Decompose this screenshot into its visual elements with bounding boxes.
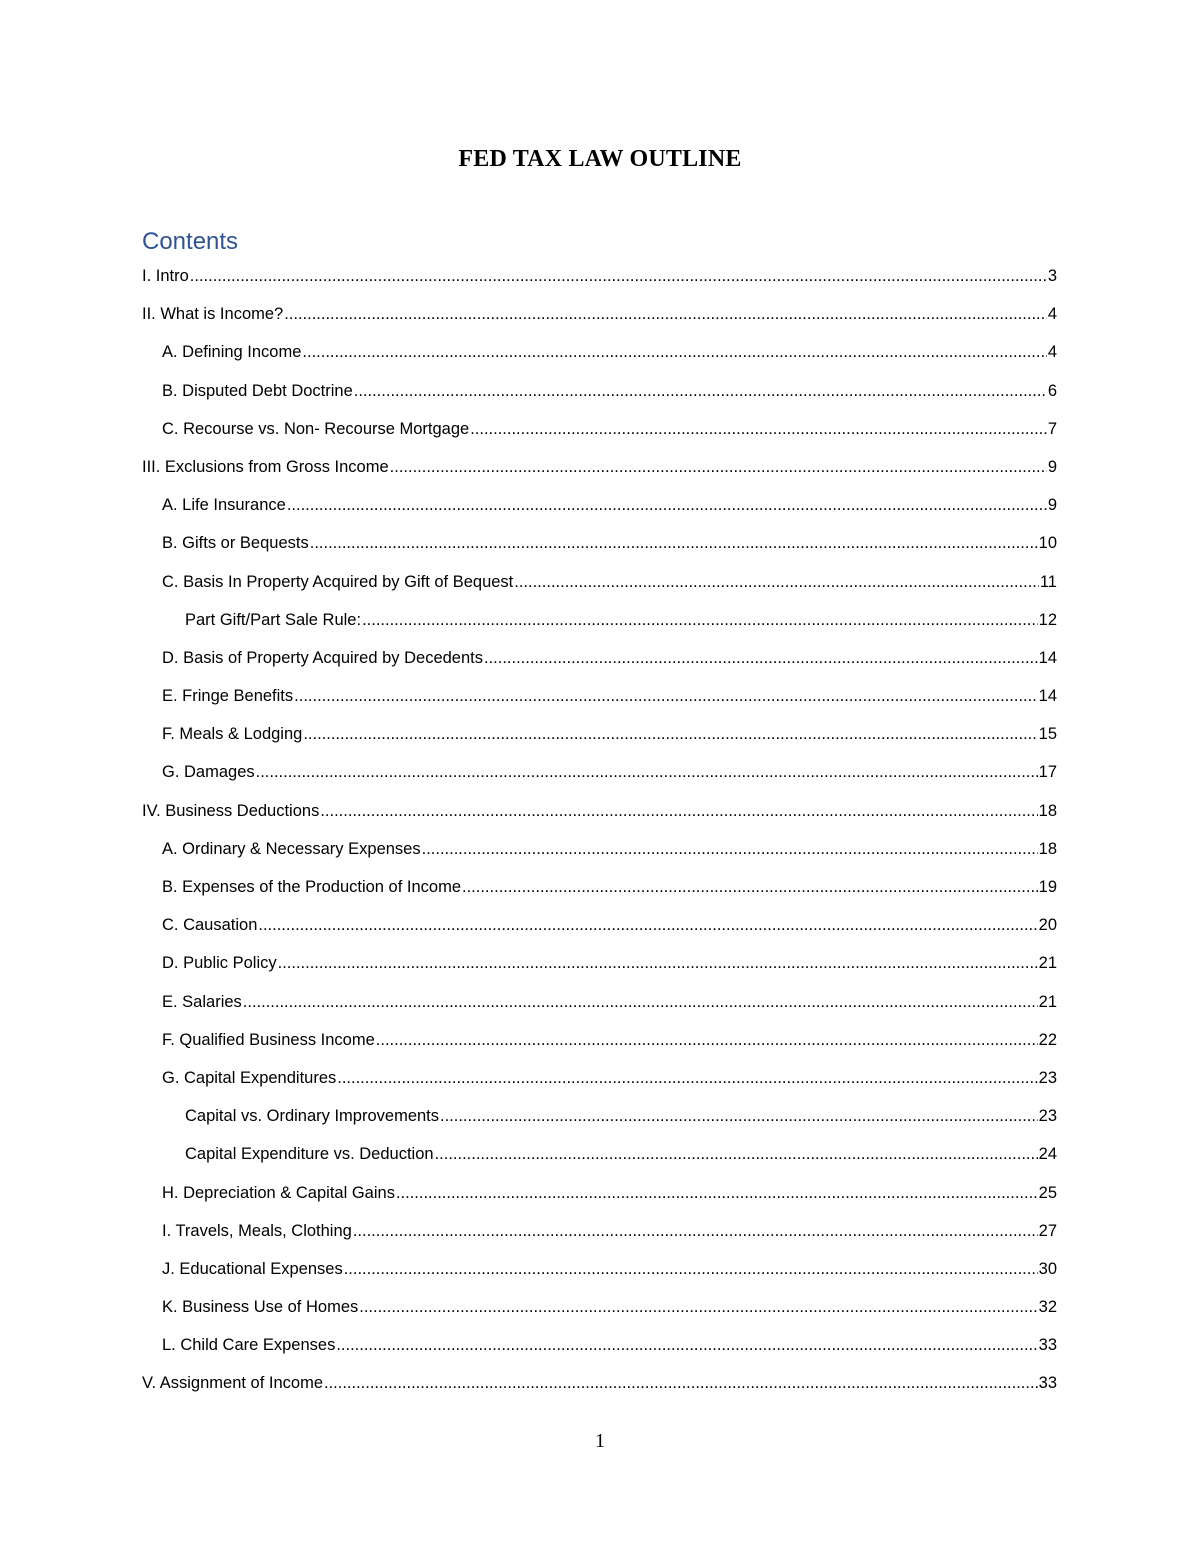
toc-entry-page-number[interactable]: 14 xyxy=(1038,648,1057,667)
toc-entry-label[interactable]: L. Child Care Expenses xyxy=(162,1336,336,1355)
toc-dot-leader xyxy=(354,379,1047,403)
toc-dot-leader xyxy=(284,302,1047,326)
toc-dot-leader xyxy=(256,760,1038,784)
toc-dot-leader xyxy=(514,570,1039,594)
toc-dot-leader xyxy=(303,722,1037,746)
toc-entry-page-number[interactable]: 17 xyxy=(1038,763,1057,782)
toc-entry[interactable] xyxy=(142,608,1057,646)
toc-entry-label[interactable]: V. Assignment of Income xyxy=(142,1374,323,1393)
table-of-contents xyxy=(142,264,1057,1410)
toc-entry-page-number[interactable]: 21 xyxy=(1038,954,1057,973)
toc-entry[interactable] xyxy=(142,417,1057,455)
toc-entry-label[interactable]: II. What is Income? xyxy=(142,305,284,324)
toc-entry[interactable] xyxy=(142,455,1057,493)
toc-dot-leader xyxy=(243,990,1038,1014)
toc-entry-label[interactable]: B. Gifts or Bequests xyxy=(162,534,309,553)
toc-entry-page-number[interactable]: 23 xyxy=(1038,1107,1057,1126)
toc-dot-leader xyxy=(422,837,1038,861)
toc-entry[interactable] xyxy=(142,1371,1057,1409)
toc-dot-leader xyxy=(359,1295,1037,1319)
toc-entry-page-number[interactable]: 6 xyxy=(1047,381,1057,400)
toc-entry-page-number[interactable]: 12 xyxy=(1038,610,1057,629)
toc-entry[interactable] xyxy=(142,302,1057,340)
toc-entry-label[interactable]: J. Educational Expenses xyxy=(162,1259,343,1278)
toc-entry-label[interactable]: F. Qualified Business Income xyxy=(162,1030,375,1049)
toc-entry-label[interactable]: H. Depreciation & Capital Gains xyxy=(162,1183,395,1202)
toc-entry[interactable] xyxy=(142,799,1057,837)
toc-entry-page-number[interactable]: 15 xyxy=(1038,725,1057,744)
toc-entry-label[interactable]: E. Fringe Benefits xyxy=(162,687,294,706)
toc-dot-leader xyxy=(287,493,1047,517)
toc-dot-leader xyxy=(435,1142,1038,1166)
toc-entry[interactable] xyxy=(142,1066,1057,1104)
toc-entry-page-number[interactable]: 20 xyxy=(1038,916,1057,935)
toc-dot-leader xyxy=(320,799,1037,823)
toc-entry-label[interactable]: Capital vs. Ordinary Improvements xyxy=(185,1107,440,1126)
toc-dot-leader xyxy=(396,1181,1038,1205)
toc-entry-label[interactable]: Capital Expenditure vs. Deduction xyxy=(185,1145,434,1164)
toc-entry-label[interactable]: B. Expenses of the Production of Income xyxy=(162,878,462,896)
toc-entry-label[interactable]: G. Capital Expenditures xyxy=(162,1068,337,1087)
toc-entry-page-number[interactable]: 10 xyxy=(1038,534,1057,553)
toc-entry-page-number[interactable]: 14 xyxy=(1038,687,1057,706)
toc-entry-label[interactable]: K. Business Use of Homes xyxy=(162,1298,359,1317)
toc-entry[interactable] xyxy=(142,990,1057,1028)
toc-entry[interactable] xyxy=(142,760,1057,798)
toc-dot-leader xyxy=(310,531,1038,555)
toc-entry-page-number[interactable]: 32 xyxy=(1038,1298,1057,1317)
toc-entry-label[interactable]: C. Recourse vs. Non- Recourse Mortgage xyxy=(162,419,470,438)
toc-dot-leader xyxy=(302,340,1046,364)
document-title: FED TAX LAW OUTLINE xyxy=(458,146,742,172)
toc-entry[interactable] xyxy=(142,493,1057,531)
toc-entry-page-number[interactable]: 9 xyxy=(1047,457,1057,476)
toc-entry-page-number[interactable]: 9 xyxy=(1047,496,1057,515)
toc-entry[interactable] xyxy=(142,1219,1057,1257)
toc-entry-page-number[interactable]: 33 xyxy=(1038,1374,1057,1393)
toc-dot-leader xyxy=(362,608,1038,632)
toc-entry-page-number[interactable]: 18 xyxy=(1038,839,1057,858)
toc-dot-leader xyxy=(190,264,1047,288)
toc-dot-leader xyxy=(440,1104,1038,1128)
toc-entry-label[interactable]: B. Disputed Debt Doctrine xyxy=(162,381,353,400)
toc-entry-page-number[interactable]: 19 xyxy=(1038,878,1057,896)
toc-dot-leader xyxy=(258,913,1037,937)
toc-entry[interactable] xyxy=(142,1104,1057,1142)
toc-entry-label[interactable]: III. Exclusions from Gross Income xyxy=(142,457,389,476)
toc-entry-page-number[interactable]: 30 xyxy=(1038,1259,1057,1278)
toc-entry[interactable] xyxy=(142,1142,1057,1180)
toc-entry[interactable] xyxy=(142,684,1057,722)
toc-dot-leader xyxy=(336,1333,1037,1357)
toc-entry[interactable] xyxy=(142,722,1057,760)
toc-entry-label[interactable]: G. Damages xyxy=(162,763,255,782)
toc-entry-label[interactable]: I. Travels, Meals, Clothing xyxy=(162,1221,352,1240)
toc-dot-leader xyxy=(376,1028,1038,1052)
toc-entry-page-number[interactable]: 25 xyxy=(1038,1183,1057,1202)
toc-dot-leader xyxy=(484,646,1038,670)
toc-dot-leader xyxy=(278,951,1038,975)
toc-entry-page-number[interactable]: 18 xyxy=(1038,801,1057,820)
toc-entry-label[interactable]: C. Basis In Property Acquired by Gift of Bequest xyxy=(162,572,514,591)
toc-entry-label[interactable]: I. Intro xyxy=(142,267,189,285)
toc-entry-page-number[interactable]: 4 xyxy=(1047,305,1057,324)
toc-entry[interactable] xyxy=(142,951,1057,989)
toc-entry[interactable] xyxy=(142,1028,1057,1066)
toc-entry[interactable] xyxy=(142,837,1057,875)
toc-dot-leader xyxy=(462,875,1038,899)
toc-entry[interactable] xyxy=(142,264,1057,302)
toc-entry-page-number[interactable]: 22 xyxy=(1038,1030,1057,1049)
toc-entry-label[interactable]: F. Meals & Lodging xyxy=(162,725,303,744)
toc-entry-label[interactable]: A. Ordinary & Necessary Expenses xyxy=(162,839,421,858)
toc-entry-page-number[interactable]: 3 xyxy=(1047,267,1057,285)
toc-entry[interactable] xyxy=(142,531,1057,569)
toc-entry-label[interactable]: C. Causation xyxy=(162,916,258,935)
toc-entry[interactable] xyxy=(142,570,1057,608)
toc-entry[interactable] xyxy=(142,340,1057,378)
toc-entry-label[interactable]: A. Defining Income xyxy=(162,343,302,362)
toc-dot-leader xyxy=(294,684,1037,708)
toc-entry-page-number[interactable]: 11 xyxy=(1039,572,1057,591)
toc-entry[interactable] xyxy=(142,1257,1057,1295)
toc-entry[interactable] xyxy=(142,1181,1057,1219)
toc-entry[interactable] xyxy=(142,1333,1057,1371)
toc-entry-label[interactable]: IV. Business Deductions xyxy=(142,801,320,820)
toc-entry[interactable] xyxy=(142,379,1057,417)
toc-entry[interactable] xyxy=(142,913,1057,951)
page-number: 1 xyxy=(595,1430,605,1452)
toc-entry[interactable] xyxy=(142,646,1057,684)
toc-entry-page-number[interactable]: 24 xyxy=(1038,1145,1057,1164)
toc-dot-leader xyxy=(390,455,1047,479)
toc-entry-label[interactable]: D. Public Policy xyxy=(162,954,277,973)
toc-entry-page-number[interactable]: 33 xyxy=(1038,1336,1057,1355)
toc-heading: Contents xyxy=(142,228,239,255)
toc-entry[interactable] xyxy=(142,1295,1057,1333)
toc-dot-leader xyxy=(324,1371,1038,1395)
toc-entry-label[interactable]: E. Salaries xyxy=(162,992,242,1011)
toc-dot-leader xyxy=(470,417,1047,441)
toc-entry-label[interactable]: A. Life Insurance xyxy=(162,496,286,515)
toc-entry-page-number[interactable]: 23 xyxy=(1038,1068,1057,1087)
toc-dot-leader xyxy=(337,1066,1037,1090)
toc-entry-page-number[interactable]: 27 xyxy=(1038,1221,1057,1240)
toc-dot-leader xyxy=(353,1219,1038,1243)
toc-entry-page-number[interactable]: 7 xyxy=(1047,419,1057,438)
toc-dot-leader xyxy=(344,1257,1038,1281)
toc-entry[interactable] xyxy=(142,875,1057,913)
toc-entry-label[interactable]: D. Basis of Property Acquired by Decedents xyxy=(162,648,483,667)
toc-entry-page-number[interactable]: 4 xyxy=(1047,343,1057,362)
toc-entry-label[interactable]: Part Gift/Part Sale Rule: xyxy=(185,610,362,629)
toc-entry-page-number[interactable]: 21 xyxy=(1038,992,1057,1011)
